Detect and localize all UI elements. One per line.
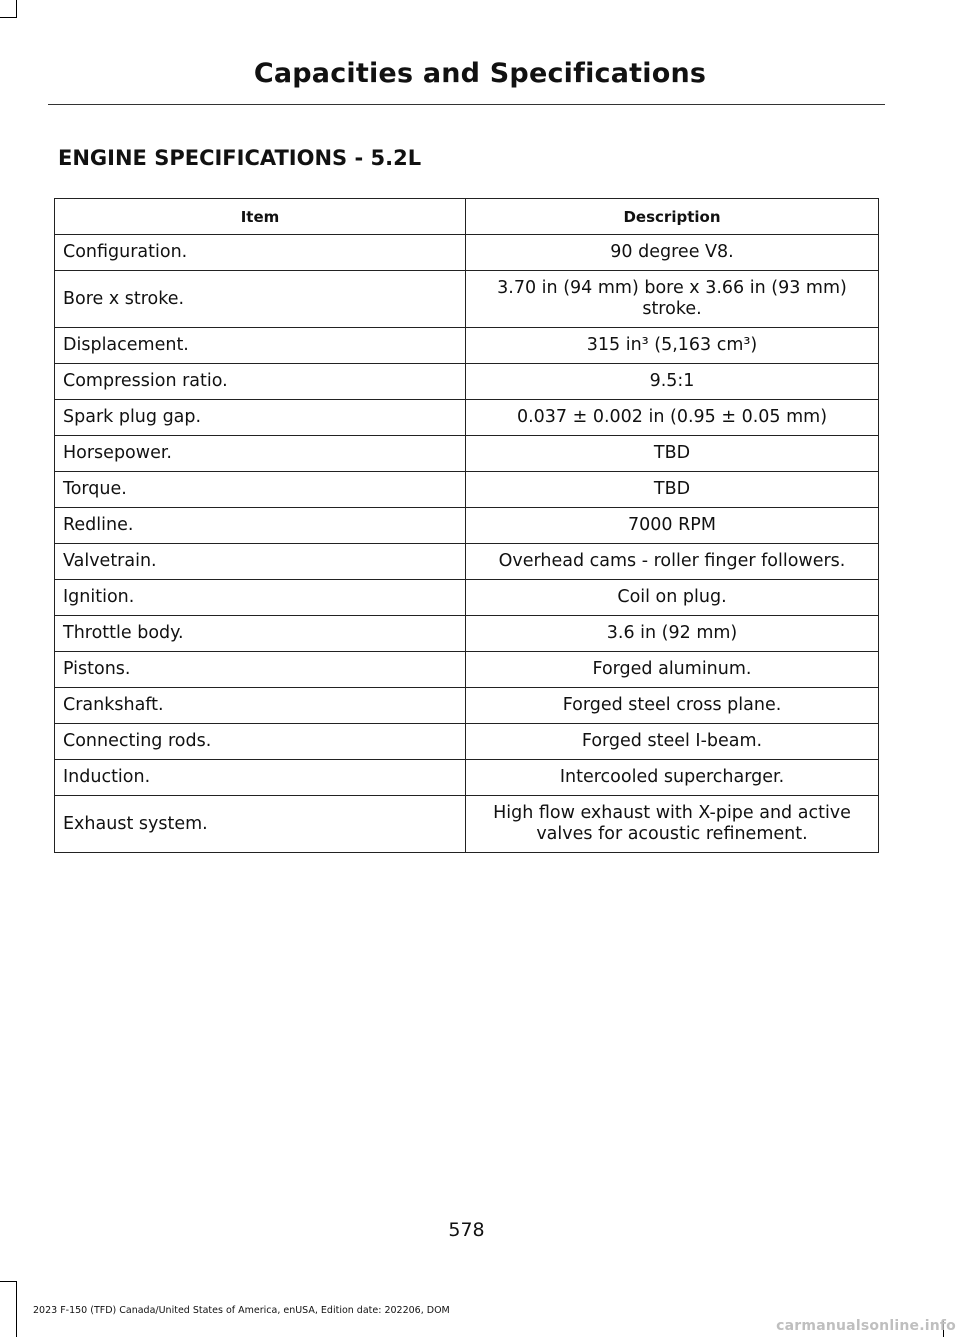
row-description: Forged steel cross plane. bbox=[466, 688, 879, 724]
table-row bbox=[55, 472, 879, 508]
row-item: Pistons. bbox=[55, 652, 466, 688]
crop-mark-top-left bbox=[16, 0, 17, 18]
engine-spec-table bbox=[54, 198, 879, 853]
row-item: Horsepower. bbox=[55, 436, 466, 472]
row-description: 90 degree V8. bbox=[466, 235, 879, 271]
row-item: Redline. bbox=[55, 508, 466, 544]
column-header-description: Description bbox=[466, 199, 879, 235]
watermark: carmanualsonline.info bbox=[776, 1318, 956, 1334]
row-description: 315 in³ (5,163 cm³) bbox=[466, 328, 879, 364]
table-row bbox=[55, 580, 879, 616]
table-row bbox=[55, 400, 879, 436]
table-row bbox=[55, 688, 879, 724]
row-description: Forged aluminum. bbox=[466, 652, 879, 688]
table-row bbox=[55, 271, 879, 328]
row-item: Throttle body. bbox=[55, 616, 466, 652]
row-description: 3.6 in (92 mm) bbox=[466, 616, 879, 652]
row-item: Configuration. bbox=[55, 235, 466, 271]
edition-footer: 2023 F-150 (TFD) Canada/United States of America, enUSA, Edition date: 202206, DOM bbox=[33, 1305, 450, 1316]
row-item: Bore x stroke. bbox=[55, 271, 466, 328]
table-row bbox=[55, 616, 879, 652]
row-item: Induction. bbox=[55, 760, 466, 796]
table-row bbox=[55, 796, 879, 853]
section-heading: ENGINE SPECIFICATIONS - 5.2L bbox=[58, 146, 422, 170]
row-item: Ignition. bbox=[55, 580, 466, 616]
table-row bbox=[55, 235, 879, 271]
row-description: High flow exhaust with X-pipe and active valves for acoustic refinement. bbox=[466, 796, 879, 853]
table-row bbox=[55, 364, 879, 400]
crop-mark-bottom-left bbox=[0, 1281, 16, 1282]
row-description: 0.037 ± 0.002 in (0.95 ± 0.05 mm) bbox=[466, 400, 879, 436]
crop-mark-bottom-left bbox=[16, 1281, 17, 1337]
row-description: 9.5:1 bbox=[466, 364, 879, 400]
row-description: Intercooled supercharger. bbox=[466, 760, 879, 796]
table-row bbox=[55, 544, 879, 580]
table-row bbox=[55, 328, 879, 364]
row-description: Overhead cams - roller finger followers. bbox=[466, 544, 879, 580]
table-row bbox=[55, 436, 879, 472]
page-number: 578 bbox=[448, 1219, 485, 1241]
table-row bbox=[55, 724, 879, 760]
row-description: 7000 RPM bbox=[466, 508, 879, 544]
row-item: Spark plug gap. bbox=[55, 400, 466, 436]
crop-mark-top-left bbox=[0, 17, 16, 18]
table-row bbox=[55, 652, 879, 688]
column-header-item: Item bbox=[55, 199, 466, 235]
row-item: Compression ratio. bbox=[55, 364, 466, 400]
row-item: Crankshaft. bbox=[55, 688, 466, 724]
row-description: 3.70 in (94 mm) bore x 3.66 in (93 mm) stroke. bbox=[466, 271, 879, 328]
row-item: Connecting rods. bbox=[55, 724, 466, 760]
row-description: TBD bbox=[466, 472, 879, 508]
row-item: Torque. bbox=[55, 472, 466, 508]
row-item: Exhaust system. bbox=[55, 796, 466, 853]
table-row bbox=[55, 760, 879, 796]
row-description: Coil on plug. bbox=[466, 580, 879, 616]
row-item: Valvetrain. bbox=[55, 544, 466, 580]
row-description: TBD bbox=[466, 436, 879, 472]
page-header-title: Capacities and Specifications bbox=[253, 58, 707, 89]
table-row bbox=[55, 508, 879, 544]
table-header-row bbox=[55, 199, 879, 235]
row-description: Forged steel I-beam. bbox=[466, 724, 879, 760]
header-divider bbox=[48, 104, 885, 105]
row-item: Displacement. bbox=[55, 328, 466, 364]
